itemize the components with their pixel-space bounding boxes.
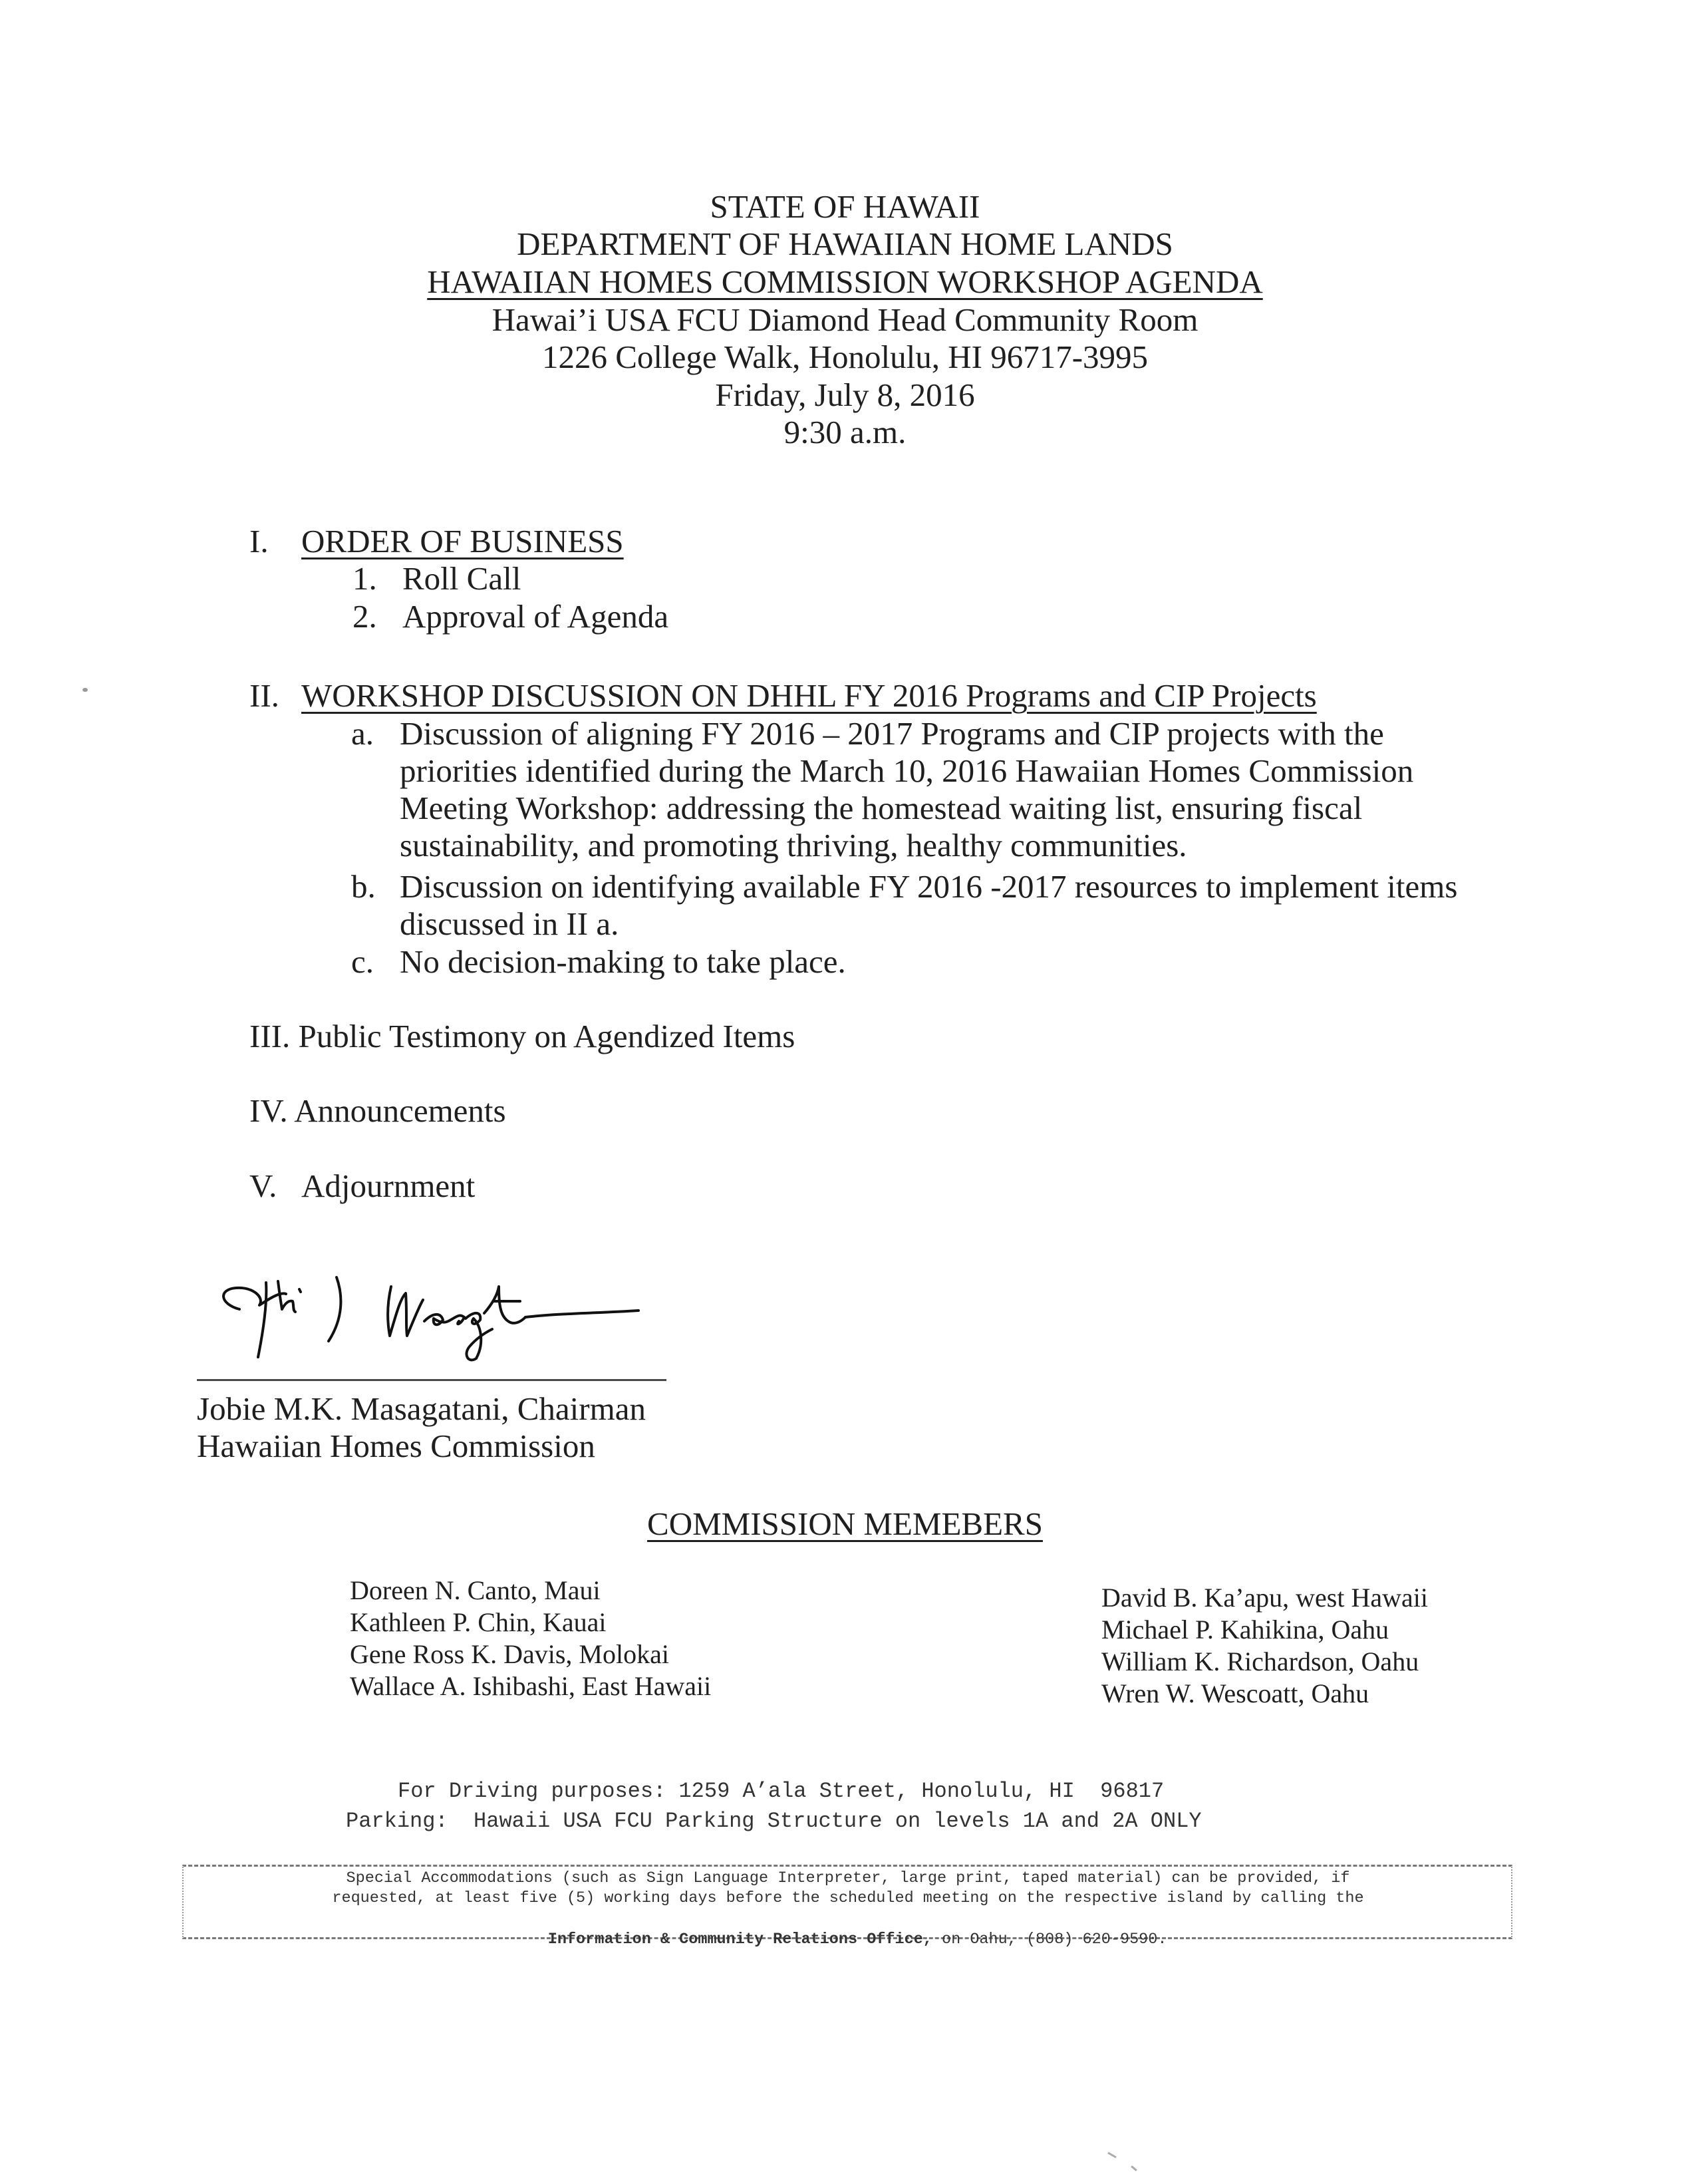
list-item bbox=[352, 598, 668, 635]
member-name: Kathleen P. Chin, Kauai bbox=[350, 1607, 607, 1637]
section-order-of-business bbox=[249, 523, 624, 560]
item-text: Discussion on identifying available FY 2016 -2017 resources to implement items discussed in II a. bbox=[400, 868, 1458, 942]
signer-name: Jobie M.K. Masagatani, Chairman bbox=[197, 1390, 646, 1427]
signature-line bbox=[197, 1379, 666, 1381]
member-name: Gene Ross K. Davis, Molokai bbox=[350, 1639, 669, 1669]
item-letter: c. bbox=[351, 943, 374, 980]
list-item bbox=[352, 560, 521, 597]
section-number: I. bbox=[249, 523, 269, 559]
item-text: Roll Call bbox=[402, 560, 521, 597]
scan-speck bbox=[1107, 2152, 1117, 2159]
item-letter: b. bbox=[351, 868, 376, 905]
agenda-title-text: HAWAIIAN HOMES COMMISSION WORKSHOP AGENDA bbox=[427, 263, 1263, 300]
parking-info: Parking: Hawaii USA FCU Parking Structure on levels 1A and 2A ONLY bbox=[346, 1809, 1202, 1833]
member-name: Wallace A. Ishibashi, East Hawaii bbox=[350, 1671, 712, 1701]
section-number: V. bbox=[249, 1168, 277, 1204]
notice-line-3 bbox=[193, 1908, 1503, 1950]
item-text: No decision-making to take place. bbox=[400, 943, 846, 980]
header-agenda-title bbox=[0, 263, 1690, 301]
section-title: WORKSHOP DISCUSSION ON DHHL FY 2016 Programs and CIP Projects bbox=[301, 677, 1317, 714]
handwritten-signature bbox=[213, 1257, 665, 1370]
scan-speck bbox=[82, 688, 88, 692]
member-name: William K. Richardson, Oahu bbox=[1101, 1646, 1419, 1676]
section-public-testimony bbox=[249, 1018, 795, 1055]
item-number: 2. bbox=[352, 598, 377, 635]
scan-speck bbox=[1131, 2165, 1137, 2171]
item-text: Approval of Agenda bbox=[402, 598, 669, 635]
members-right-column bbox=[1101, 1582, 1428, 1710]
members-heading-text: COMMISSION MEMEBERS bbox=[647, 1505, 1043, 1542]
item-number: 1. bbox=[352, 560, 377, 597]
members-heading bbox=[0, 1505, 1690, 1543]
header-time: 9:30 a.m. bbox=[783, 414, 907, 450]
driving-address: For Driving purposes: 1259 A’ala Street, Honolulu, HI 96817 bbox=[398, 1779, 1165, 1803]
section-title: Announcements bbox=[294, 1092, 506, 1129]
item-text: Discussion of aligning FY 2016 – 2017 Programs and CIP projects with the priorities identified during the March 10, 2016 Hawaiian Homes Commission Meeting Workshop: addressing the homestead waiting list, ensuring fiscal sustainability, and promoting thriving, healthy communities. bbox=[400, 715, 1414, 863]
member-name: David B. Ka’apu, west Hawaii bbox=[1101, 1583, 1428, 1613]
section-announcements bbox=[249, 1092, 506, 1130]
notice-line-2: requested, at least five (5) working days before the scheduled meeting on the respective island by calling the bbox=[332, 1889, 1364, 1907]
header-venue: Hawai’i USA FCU Diamond Head Community Room bbox=[492, 301, 1198, 338]
section-workshop-discussion bbox=[249, 677, 1317, 714]
header-date: Friday, July 8, 2016 bbox=[715, 377, 975, 413]
header-department: DEPARTMENT OF HAWAIIAN HOME LANDS bbox=[517, 226, 1173, 262]
section-adjournment bbox=[249, 1168, 475, 1205]
section-number: II. bbox=[249, 677, 279, 714]
section-title: ORDER OF BUSINESS bbox=[301, 523, 624, 559]
notice-line-1: Special Accommodations (such as Sign Language Interpreter, large print, taped material) can be provided, if bbox=[346, 1869, 1350, 1887]
signer-organization: Hawaiian Homes Commission bbox=[197, 1428, 595, 1464]
notice-phone: on Oahu, (808) 620-9590. bbox=[932, 1931, 1167, 1949]
section-number: III. bbox=[249, 1018, 291, 1054]
member-name: Wren W. Wescoatt, Oahu bbox=[1101, 1678, 1369, 1708]
list-item bbox=[351, 868, 1508, 943]
member-name: Michael P. Kahikina, Oahu bbox=[1101, 1615, 1389, 1644]
item-letter: a. bbox=[351, 715, 374, 752]
member-name: Doreen N. Canto, Maui bbox=[350, 1575, 601, 1605]
list-item bbox=[351, 943, 1508, 981]
section-number: IV. bbox=[249, 1092, 288, 1129]
header-address: 1226 College Walk, Honolulu, HI 96717-3995 bbox=[541, 339, 1149, 375]
section-title: Adjournment bbox=[301, 1168, 476, 1204]
list-item bbox=[351, 715, 1508, 864]
members-left-column bbox=[350, 1575, 711, 1702]
section-title: Public Testimony on Agendized Items bbox=[298, 1018, 795, 1054]
header-state: STATE OF HAWAII bbox=[710, 188, 980, 225]
notice-office: Information & Community Relations Office, bbox=[547, 1931, 932, 1949]
